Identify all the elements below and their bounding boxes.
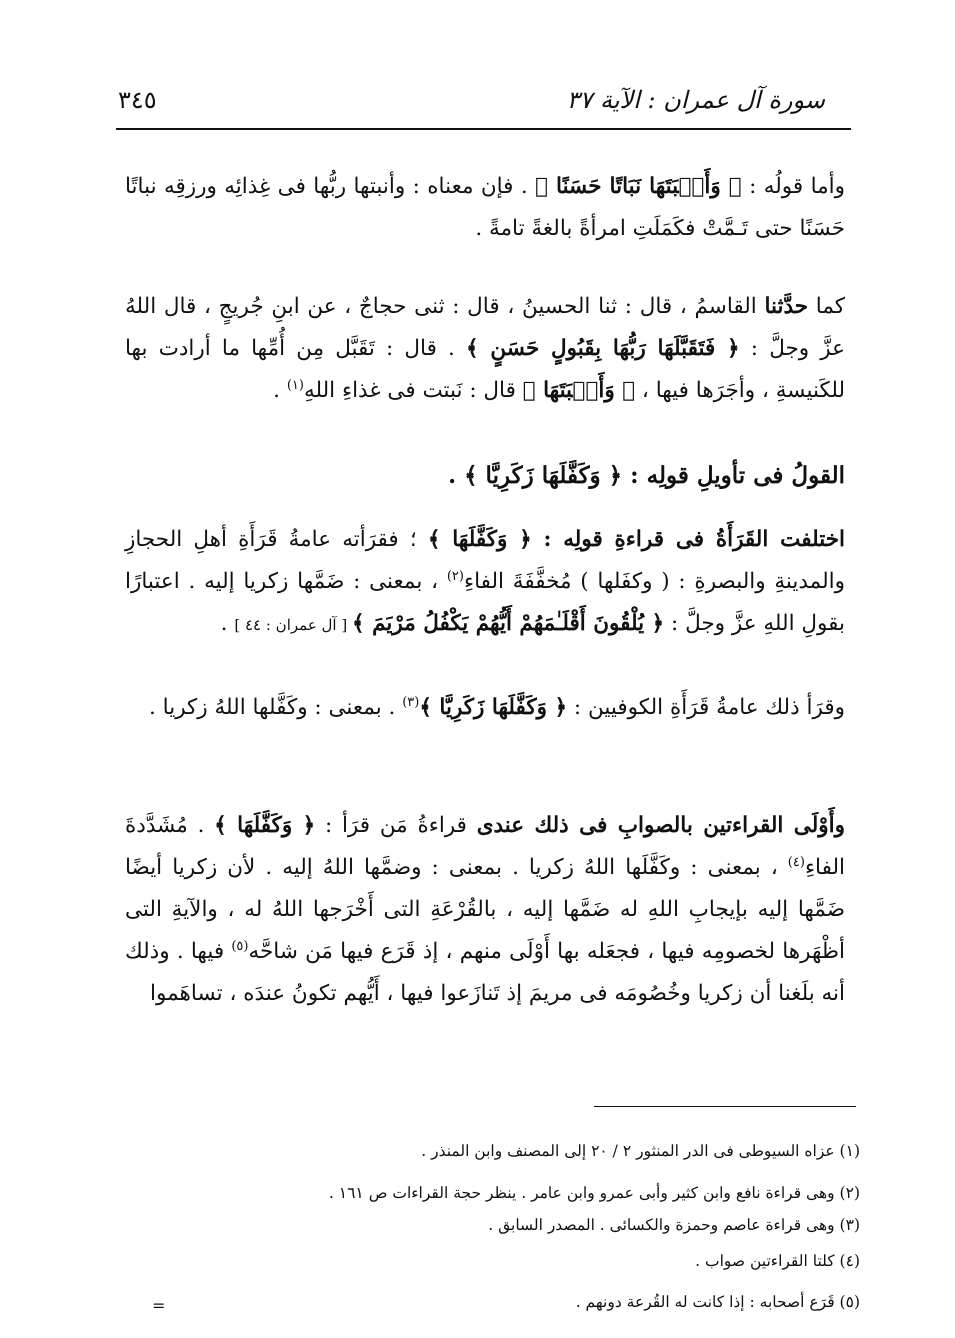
text: ، بمعنى : وكَفَّلَها اللهُ زكريا . بمعنى : وضمَّها اللهُ إليه . لأن زكريا أيضًا ضَمَّها إليه بإيجابِ اللهِ له ضَمَّها إليه ، بالقُرْعَةِ التى أَخْرَجها اللهُ له ، والآيةِ التى أظْهَرها لخصومِه فيها ، فجعَله بها أَوْلَى منهم ، إذ قَرَع فيها مَن شاحَّه [125, 855, 845, 964]
text: القاسمُ ، قال : ثنا الحسينُ ، قال : ثنى حجاجٌ ، عن ابنِ جُريجٍ ، قال اللهُ عزَّ وجلَّ : [125, 294, 845, 361]
footnote-ref: (٢) [446, 568, 464, 584]
quran-quote: ﴿ وَأَنۢبَتَهَا ﴾ [522, 378, 636, 403]
paragraph-1 [125, 166, 845, 250]
text: . بمعنى : وكَفَّلها اللهُ زكريا . [148, 695, 403, 720]
footnote-3: (٣) وهى قراءة عاصم وحمزة والكسائى . المصدر السابق . [488, 1216, 860, 1234]
footnote-ref: (٥) [231, 938, 249, 954]
header-rule [116, 128, 851, 130]
quran-quote: ﴿ فَتَقَبَّلَهَا رَبُّهَا بِقَبُولٍ حَسَنٍ ﴾ [466, 336, 740, 361]
text: قراءةُ مَن قرَأ : [315, 813, 477, 838]
page-number: ٣٤٥ [118, 86, 157, 114]
text: . مُشَدَّدةَ الفاءِ [125, 813, 845, 880]
text: . قال : تَقَبَّل مِن أُمِّها ما أرادت بها للكَنيسةِ ، وأجَرَها فيها ، [125, 336, 845, 403]
text: . [273, 378, 287, 403]
text: فيها . وذلك أنه بلَغنا أن زكريا وخُصُومَه فى مريمَ إذ تَنازَعوا فيها ، أَيُّهم تكونُ عندَه ، تساهَموا [125, 939, 845, 1006]
quran-quote: ﴿ وَكَفَّلَهَا زَكَرِيَّا ﴾ [419, 695, 568, 720]
text: قال : نَبتت فى غذاءِ اللهِ [303, 378, 523, 403]
quran-quote: ﴿ يُلْقُونَ أَقْلَـٰمَهُمْ أَيُّهُمْ يَكْفُلُ مَرْيَمَ ﴾ [352, 611, 665, 636]
footnote-1: (١) عزاه السيوطى فى الدر المنثور ٢ / ٢٠ إلى المصنف وابن المنذر . [421, 1142, 860, 1160]
lead-phrase: اختلفت القَرَأَةُ فى قراءةِ قولِه : [531, 527, 845, 552]
text: . [220, 611, 235, 636]
quran-quote: ﴿ وَكَفَّلَهَا زَكَرِيَّا ﴾ [464, 462, 623, 489]
running-title: سورة آل عمران : الآية ٣٧ [566, 86, 825, 114]
heading-text: القولُ فى تأويلِ قولِه : [622, 462, 845, 489]
text: وقرَأ ذلك عامةُ قَرَأَةِ الكوفيين : [567, 695, 845, 720]
footnote-ref: (٤) [787, 854, 805, 870]
verse-reference: [ آل عمران : ٤٤ ] [234, 616, 352, 634]
footnote-4: (٤) كلتا القراءتين صواب . [695, 1252, 860, 1270]
text: وأما قولُه : [741, 174, 845, 199]
text: ، بمعنى : ضَمَّها زكريا إليه . اعتبارًا بقولِ اللهِ عزَّ وجلَّ : [125, 569, 845, 636]
page-mark: = [152, 1296, 166, 1315]
paragraph-4 [125, 687, 845, 729]
lead-phrase: وأَوْلَى القراءتين بالصوابِ فى ذلك عندى [476, 813, 845, 838]
paragraph-2 [125, 286, 845, 412]
text: كما [808, 294, 845, 319]
paragraph-3 [125, 519, 845, 646]
footnote-rule [594, 1106, 856, 1107]
footnote-5: (٥) قَرَع أصحابه : إذا كانت له القُرعة دونهم . [575, 1293, 860, 1311]
footnote-2: (٢) وهى قراءة نافع وابن كثير وأبى عمرو وابن عامر . ينظر حجة القراءات ص ١٦١ . [328, 1184, 860, 1202]
quran-quote: ﴿ وَكَفَّلَهَا ﴾ [427, 527, 532, 552]
paragraph-5 [125, 805, 845, 1015]
quran-quote: ﴿ وَأَنۢبَتَهَا نَبَاتًا حَسَنًا ﴾ [535, 174, 742, 199]
footnote-ref: (٣) [402, 694, 420, 710]
text: ؛ فقرَأته عامةُ قَرَأَةِ أهلِ الحجازِ والمدينةِ والبصرةِ : ( وكفَلها ) مُخفَّفَةَ الفاءِ [125, 527, 845, 594]
section-heading [125, 456, 845, 496]
footnote-ref: (١) [286, 377, 304, 393]
isnad-keyword: حدَّثنا [764, 294, 809, 319]
text: . فإن معناه : وأنبتها ربُّها فى غِذائِه ورزقِه نباتًا حَسَنًا حتى تَـمَّتْ فكَمَلَتِ امرأةً بالغةً تامةً . [125, 174, 845, 241]
text: . [448, 462, 465, 489]
quran-quote: ﴿ وَكَفَّلَهَا ﴾ [214, 813, 316, 838]
